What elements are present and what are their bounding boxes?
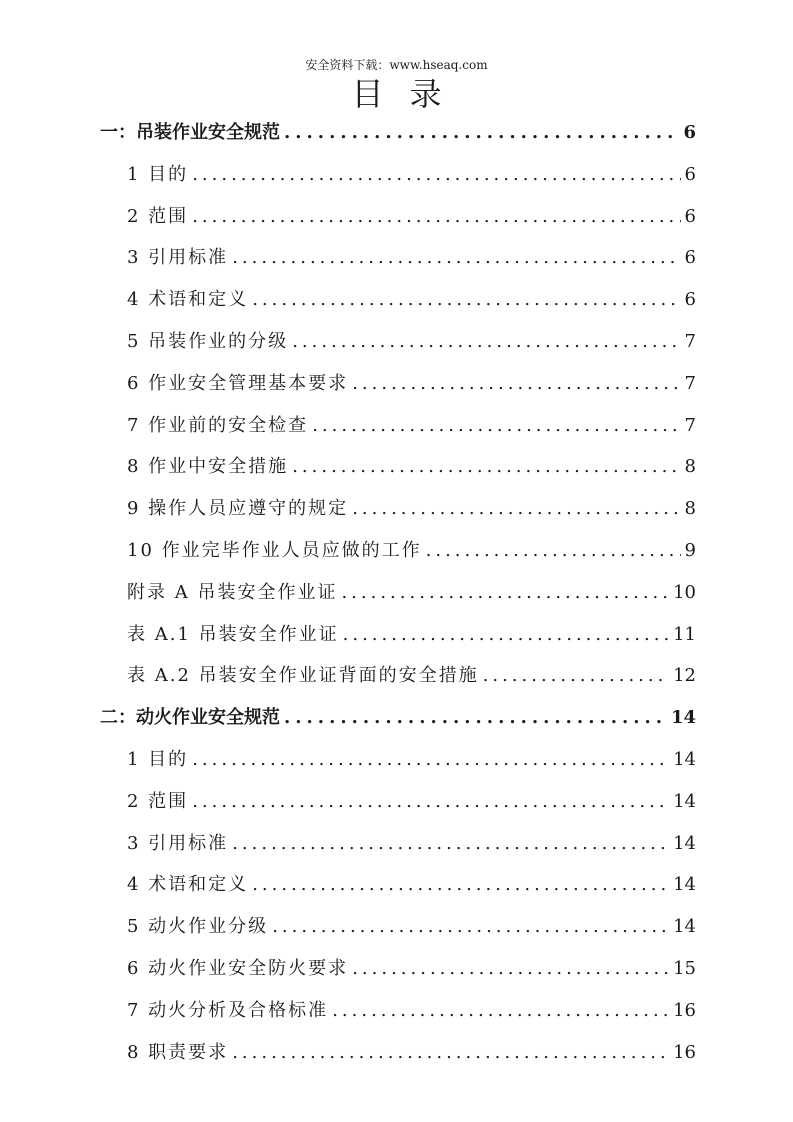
toc-entry-page-number: 14 [673, 790, 696, 812]
toc-entry-label: 10 作业完毕作业人员应做的工作 [127, 540, 422, 561]
toc-entry-label: 7 动火分析及合格标准 [127, 999, 329, 1021]
toc-entry-page-number: 14 [673, 874, 696, 896]
toc-dot-leader [343, 623, 669, 647]
toc-dot-leader [483, 664, 669, 688]
toc-entry[interactable] [127, 535, 696, 563]
toc-entry-label: 表 A.1 吊装安全作业证 [127, 623, 339, 645]
toc-entry[interactable] [127, 159, 696, 187]
toc-entry-label: 二：动火作业安全规范 [100, 707, 280, 729]
toc-entry[interactable] [127, 1037, 696, 1065]
toc-entry-label: 一：吊装作业安全规范 [100, 122, 280, 143]
toc-entry-label: 5 动火作业分级 [127, 916, 269, 938]
toc-entry-label: 4 术语和定义 [127, 874, 249, 896]
toc-dot-leader [192, 205, 680, 229]
toc-entry-label: 1 目的 [127, 163, 189, 185]
toc-dot-leader [341, 581, 669, 605]
toc-entry-page-number: 7 [684, 372, 696, 394]
toc-entry-label: 8 作业中安全措施 [127, 456, 289, 478]
toc-dot-leader [284, 121, 679, 145]
toc-entry-page-number: 6 [684, 289, 696, 311]
toc-entry-page-number: 7 [684, 414, 696, 436]
toc-entry[interactable] [127, 201, 696, 229]
toc-dot-leader [352, 497, 680, 521]
toc-entry-page-number: 8 [684, 498, 696, 520]
toc-entry-page-number: 9 [684, 540, 696, 561]
toc-entry-page-number: 14 [673, 749, 696, 770]
toc-entry-label: 附录 A 吊装安全作业证 [127, 581, 338, 603]
toc-entry-page-number: 11 [673, 623, 696, 645]
toc-entry-page-number: 14 [673, 916, 696, 938]
toc-entry[interactable] [127, 410, 696, 438]
toc-dot-leader [232, 1041, 669, 1065]
toc-dot-leader [352, 372, 680, 396]
toc-entry[interactable] [127, 953, 696, 981]
toc-entry[interactable] [127, 744, 696, 772]
toc-entry-label: 1 目的 [127, 749, 189, 770]
toc-entry[interactable] [127, 911, 696, 939]
toc-entry-label: 7 作业前的安全检查 [127, 414, 309, 436]
toc-dot-leader [232, 832, 669, 856]
toc-entry-page-number: 6 [684, 247, 696, 269]
toc-entry[interactable] [127, 786, 696, 814]
toc-entry-label: 6 动火作业安全防火要求 [127, 958, 349, 979]
toc-dot-leader [352, 957, 669, 981]
toc-entry[interactable] [127, 577, 696, 605]
toc-entry-page-number: 16 [673, 999, 696, 1021]
toc-entry-label: 9 操作人员应遵守的规定 [127, 498, 349, 520]
toc-entry[interactable] [127, 619, 696, 647]
toc-entry[interactable] [127, 242, 696, 270]
toc-entry-page-number: 15 [673, 958, 696, 979]
toc-entry-page-number: 12 [673, 665, 696, 687]
toc-entry-page-number: 6 [684, 205, 696, 227]
toc-entry-label: 6 作业安全管理基本要求 [127, 372, 349, 394]
toc-entry-label: 2 范围 [127, 205, 189, 227]
toc-entry-page-number: 10 [673, 581, 696, 603]
toc-entry-label: 5 吊装作业的分级 [127, 331, 289, 352]
toc-entry-page-number: 8 [684, 456, 696, 478]
toc-entry[interactable] [127, 451, 696, 479]
toc-entry-page-number: 16 [673, 1041, 696, 1063]
toc-entry-page-number: 14 [673, 832, 696, 854]
toc-dot-leader [192, 748, 669, 772]
toc-entry-label: 2 范围 [127, 790, 189, 812]
toc-entry-label: 4 术语和定义 [127, 289, 249, 311]
toc-title: 目录 [351, 75, 468, 113]
toc-entry-page-number: 6 [684, 163, 696, 185]
toc-entry[interactable] [127, 493, 696, 521]
toc-entry-page-number: 6 [683, 122, 696, 143]
toc-entry-page-number: 14 [670, 707, 696, 729]
toc-entry[interactable] [127, 828, 696, 856]
toc-entry[interactable] [127, 995, 696, 1023]
toc-entry-label: 3 引用标准 [127, 832, 229, 854]
toc-dot-leader [252, 288, 680, 312]
toc-dot-leader [252, 873, 669, 897]
toc-dot-leader [232, 246, 680, 270]
toc-dot-leader [312, 414, 680, 438]
toc-dot-leader [292, 330, 680, 354]
toc-section-entry[interactable] [100, 702, 696, 730]
toc-entry[interactable] [127, 368, 696, 396]
toc-entry-label: 3 引用标准 [127, 247, 229, 269]
toc-section-entry[interactable] [100, 117, 696, 145]
toc-entry-label: 表 A.2 吊装安全作业证背面的安全措施 [127, 665, 479, 687]
toc-entry[interactable] [127, 284, 696, 312]
toc-dot-leader [272, 915, 669, 939]
toc-dot-leader [192, 790, 669, 814]
toc-entry[interactable] [127, 869, 696, 897]
toc-dot-leader [332, 999, 669, 1023]
toc-entry-label: 8 职责要求 [127, 1041, 229, 1063]
toc-entry[interactable] [127, 326, 696, 354]
toc-dot-leader [284, 706, 667, 730]
page-header-source: 安全资料下载：www.hseaq.com [305, 58, 488, 72]
toc-entry-page-number: 7 [684, 331, 696, 352]
toc-dot-leader [192, 163, 680, 187]
toc-entry[interactable] [127, 660, 696, 688]
toc-dot-leader [292, 455, 680, 479]
toc-dot-leader [426, 539, 681, 563]
